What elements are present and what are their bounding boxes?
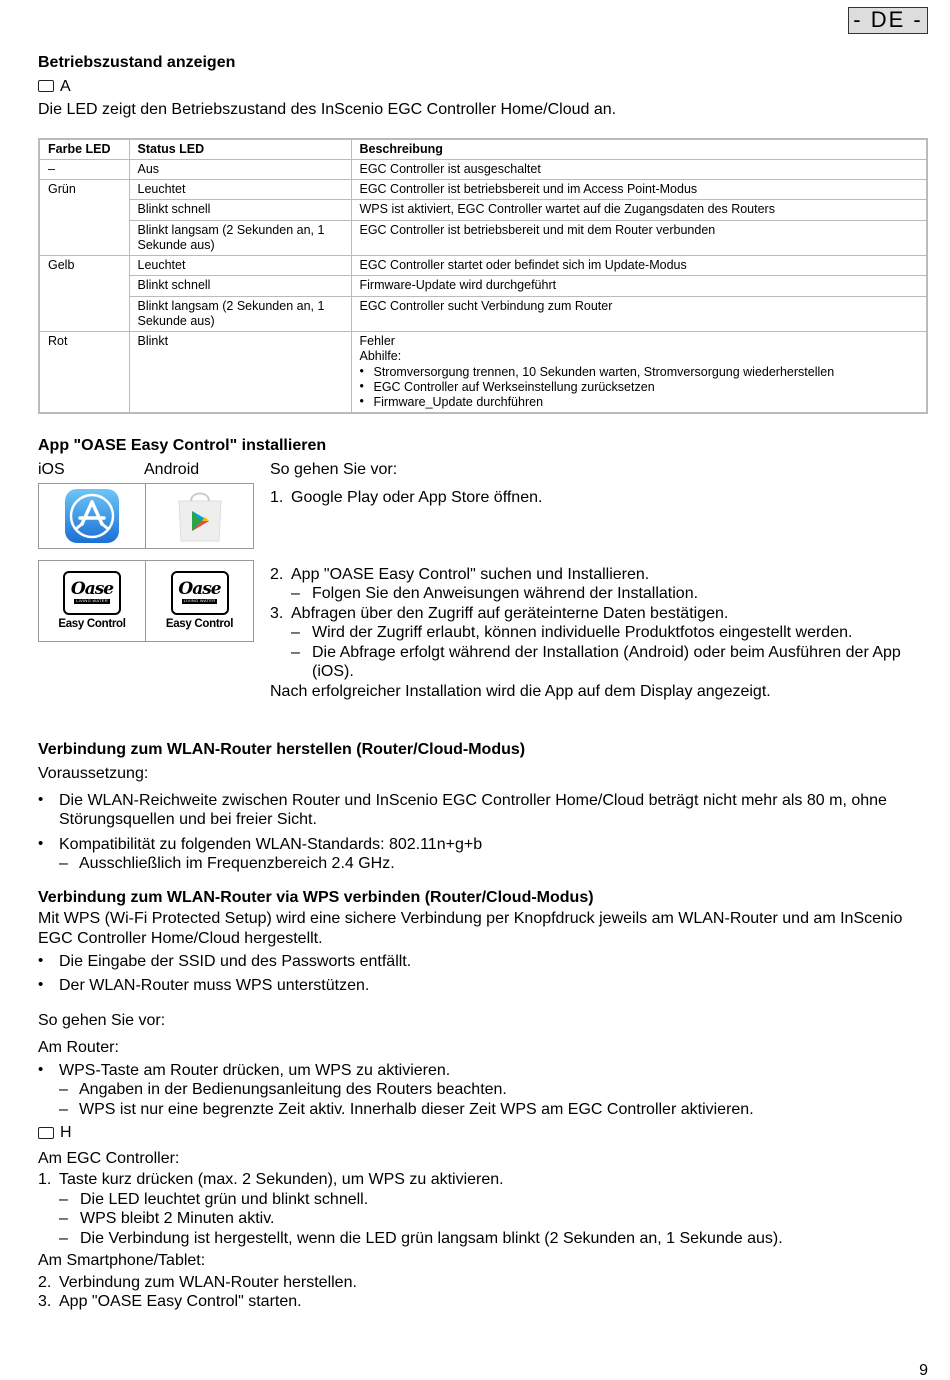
list-item: • Kompatibilität zu folgenden WLAN-Standards: 802.11n+g+b – Ausschließlich im Frequenzbereich 2.4 GHz. (38, 835, 928, 874)
table-cell: Blinkt schnell (129, 200, 351, 220)
wps-notes (38, 952, 928, 995)
language-badge: - DE - (848, 7, 928, 34)
egc-label: Am EGC Controller: (38, 1149, 180, 1167)
table-header: Beschreibung (351, 139, 927, 160)
section-title-status: Betriebszustand anzeigen (38, 54, 236, 71)
table-cell: Rot (39, 332, 129, 414)
table-row (39, 296, 927, 332)
table-header: Farbe LED (39, 139, 129, 160)
list-item: – WPS bleibt 2 Minuten aktiv. (59, 1209, 928, 1229)
table-cell: EGC Controller startet oder befindet sich im Update-Modus (351, 256, 927, 276)
table-cell: Blinkt schnell (129, 276, 351, 296)
oase-app-icon-android[interactable]: Oase LIVING WATER Easy Control (146, 560, 254, 642)
status-intro: Die LED zeigt den Betriebszustand des InScenio EGC Controller Home/Cloud an. (38, 101, 617, 119)
table-cell: Firmware-Update wird durchgeführt (351, 276, 927, 296)
section-title-wps: Verbindung zum WLAN-Router via WPS verbinden (Router/Cloud-Modus) (38, 888, 594, 906)
steps-2-3 (270, 565, 930, 702)
list-item: 1. Google Play oder App Store öffnen. (270, 488, 543, 506)
table-cell (351, 332, 927, 414)
section-title-app: App "OASE Easy Control" installieren (38, 437, 327, 455)
store-icons-row (38, 483, 254, 549)
table-row (39, 276, 927, 296)
list-item: 1. Taste kurz drücken (max. 2 Sekunden), um WPS zu aktivieren. – Die LED leuchtet grün und blinkt schnell. – WPS bleibt 2 Minuten aktiv. – Die Verbindung ist hergestellt, wenn die LED grün langsam blinkt (2 Sekunden an, 1 Sekunde aus). (38, 1170, 928, 1248)
col-steps-label: So gehen Sie vor: (270, 460, 398, 478)
error-label: Fehler (359, 334, 395, 349)
list-item: – WPS ist nur eine begrenzte Zeit aktiv. Innerhalb dieser Zeit WPS am EGC Controller aktivieren. (59, 1100, 928, 1120)
remedy-label: Abhilfe: (359, 349, 402, 364)
table-cell: Leuchtet (129, 256, 351, 276)
table-cell: Grün (39, 180, 129, 256)
figure-reference: A (38, 77, 928, 97)
google-play-icon[interactable] (146, 483, 254, 549)
oase-app-icon-ios[interactable]: Oase LIVING WATER Easy Control (38, 560, 146, 642)
list-item: • Die WLAN-Reichweite zwischen Router und InScenio EGC Controller Home/Cloud beträgt nicht mehr als 80 m, ohne Störungsquellen und bei freier Sicht. (38, 791, 928, 830)
section-title-wlan: Verbindung zum WLAN-Router herstellen (Router/Cloud-Modus) (38, 740, 526, 758)
list-item: 3. Abfragen über den Zugriff auf geräteinterne Daten bestätigen. – Wird der Zugriff erlaubt, können individuelle Produktfotos eingestellt werden. – Die Abfrage erfolgt während der Installation (Android) oder beim Ausführen der App (iOS). (270, 604, 930, 682)
prerequisite-list (38, 791, 928, 874)
table-cell: EGC Controller ist betriebsbereit und mit dem Router verbunden (351, 220, 927, 256)
table-cell: EGC Controller sucht Verbindung zum Router (351, 296, 927, 332)
list-item: 2. App "OASE Easy Control" suchen und Installieren. – Folgen Sie den Anweisungen während der Installation. (270, 565, 930, 604)
list-item: • Firmware_Update durchführen (360, 395, 919, 410)
remedy-list (360, 365, 919, 411)
wps-intro: Mit WPS (Wi-Fi Protected Setup) wird eine sichere Verbindung per Knopfdruck jeweils am WLAN-Router und am InScenio EGC Controller Home/Cloud hergestellt. (38, 910, 903, 947)
led-status-table (38, 138, 928, 415)
list-item: – Die Verbindung ist hergestellt, wenn die LED grün langsam blinkt (2 Sekunden an, 1 Sekunde aus). (59, 1229, 928, 1249)
list-item: • EGC Controller auf Werkseinstellung zurücksetzen (360, 380, 919, 395)
col-android-label: Android (144, 460, 200, 478)
table-row (39, 200, 927, 220)
step-1 (270, 488, 930, 508)
list-item: – Die Abfrage erfolgt während der Installation (Android) oder beim Ausführen der App (iOS). (291, 643, 930, 682)
app-install-block (38, 460, 928, 730)
list-item: 3. App "OASE Easy Control" starten. (38, 1293, 302, 1311)
oase-logo: Oase LIVING WATER (63, 571, 121, 615)
table-cell: EGC Controller ist betriebsbereit und im Access Point-Modus (351, 180, 927, 200)
col-ios-label: iOS (38, 460, 65, 478)
list-item: – Die LED leuchtet grün und blinkt schnell. (59, 1190, 928, 1210)
figure-book-icon (38, 1127, 54, 1139)
list-item: • Stromversorgung trennen, 10 Sekunden warten, Stromversorgung wiederherstellen (360, 365, 919, 380)
egc-steps (38, 1170, 928, 1248)
prerequisite-label: Voraussetzung: (38, 765, 149, 783)
list-item: – Folgen Sie den Anweisungen während der Installation. (291, 584, 930, 604)
table-cell: Blinkt langsam (2 Sekunden an, 1 Sekunde aus) (129, 220, 351, 256)
install-result: Nach erfolgreicher Installation wird die App auf dem Display angezeigt. (270, 682, 771, 700)
table-cell: WPS ist aktiviert, EGC Controller wartet auf die Zugangsdaten des Routers (351, 200, 927, 220)
table-cell: Blinkt langsam (2 Sekunden an, 1 Sekunde aus) (129, 296, 351, 332)
list-item: • WPS-Taste am Router drücken, um WPS zu aktivieren. – Angaben in der Bedienungsanleitung des Routers beachten. – WPS ist nur eine begrenzte Zeit aktiv. Innerhalb dieser Zeit WPS am EGC Controller aktivieren. (38, 1061, 928, 1120)
oase-logo: Oase LIVING WATER (171, 571, 229, 615)
list-item: • Die Eingabe der SSID und des Passworts entfällt. (38, 952, 928, 972)
list-item: – Angaben in der Bedienungsanleitung des Routers beachten. (59, 1080, 928, 1100)
figure-book-icon (38, 80, 54, 92)
phone-label: Am Smartphone/Tablet: (38, 1252, 206, 1270)
oase-icons-row (38, 560, 254, 642)
router-steps (38, 1061, 928, 1120)
app-store-icon[interactable] (38, 483, 146, 549)
table-row (39, 159, 927, 179)
table-cell: Leuchtet (129, 180, 351, 200)
table-row (39, 256, 927, 276)
table-cell: Gelb (39, 256, 129, 332)
howto-label: So gehen Sie vor: (38, 1012, 166, 1030)
list-item: – Wird der Zugriff erlaubt, können individuelle Produktfotos eingestellt werden. (291, 623, 930, 643)
list-item: 2. Verbindung zum WLAN-Router herstellen. (38, 1273, 357, 1291)
list-item: • Der WLAN-Router muss WPS unterstützen. (38, 976, 928, 996)
list-item: – Ausschließlich im Frequenzbereich 2.4 GHz. (59, 854, 928, 874)
table-cell: Aus (129, 159, 351, 179)
phone-steps (38, 1273, 928, 1312)
table-cell: – (39, 159, 129, 179)
table-cell: EGC Controller ist ausgeschaltet (351, 159, 927, 179)
page-number: 9 (919, 1362, 928, 1379)
table-row (39, 220, 927, 256)
table-header: Status LED (129, 139, 351, 160)
table-row (39, 180, 927, 200)
table-cell: Blinkt (129, 332, 351, 414)
page-content (38, 53, 928, 1312)
router-label: Am Router: (38, 1039, 119, 1056)
table-row (39, 332, 927, 414)
figure-reference: H (38, 1123, 928, 1143)
table-header-row (39, 139, 927, 160)
